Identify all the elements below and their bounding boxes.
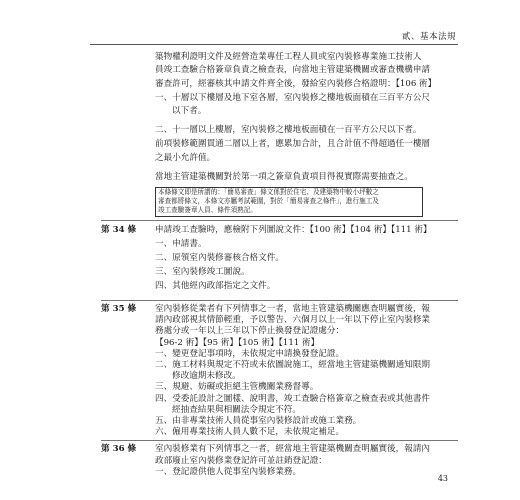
article-34-label: 第 34 條 xyxy=(101,225,137,235)
article-separator xyxy=(101,440,458,441)
text-line: 審查許可，經審核其申請文件齊全後，發給室內裝修合格證明：【106 術】 xyxy=(155,79,437,89)
text-line: 政部廢止室內裝修業登記許可並註銷登記證： xyxy=(155,455,327,466)
note-line: 審查都將條文，本條文亦屬考試範圍，對於「簡易審查之條件」，進行施工及 xyxy=(158,197,379,205)
list-item: 五、由非專業技術人員從事室內裝修設計或施工業務。 xyxy=(155,416,362,426)
running-header: 貳、基本法規 xyxy=(401,32,456,42)
article-35-label: 第 35 條 xyxy=(101,304,137,314)
list-item-cont: 經抽查結果與相關法令規定不符。 xyxy=(172,404,301,415)
page-number: 43 xyxy=(437,474,448,483)
text-line: 室內裝修從業者有下列情事之一者，當地主管建築機關應查明屬實後，報 xyxy=(155,304,431,314)
text-line: 務處分或一年以上三年以下停止換發登記證處分： xyxy=(155,326,345,337)
list-item: 一、登記證供他人從事室內裝修業務。 xyxy=(155,466,302,477)
text-line: 前項裝修範圍貫通二層以上者，應累加合計，且合計值不得超過任一樓層 xyxy=(155,139,431,149)
text-line: 員竣工查驗合格簽章負責之檢查表，向當地主管建築機關或審查機構申請 xyxy=(155,65,431,75)
list-item: 一、變更登記事項時，未依規定申請換發登記證。 xyxy=(155,348,345,359)
text-line: 當地主管建築機關對於第一項之簽章負責項目得視實際需要抽查之。 xyxy=(155,172,413,182)
list-item: 二、原領室內裝修審核合格文件。 xyxy=(155,253,284,263)
list-item: 二、十一層以上樓層，室內裝修之樓地板面積在一百平方公尺以下者。 xyxy=(155,125,422,135)
article-separator xyxy=(101,220,458,221)
text-line: 之最小允許值。 xyxy=(155,153,216,163)
note-line: 本條條文即是所謂的：「簡易審查」條文係對於住宅、及建築物中較小坪數之 xyxy=(158,188,379,196)
article-36-label: 第 36 條 xyxy=(101,444,137,455)
list-item-cont: 修改逾期未修改。 xyxy=(172,371,241,382)
text-line: 築物權利證明文件及經營造業專任工程人員或室內裝修專業施工技術人 xyxy=(155,52,422,62)
list-item-cont: 以下者。 xyxy=(172,106,207,116)
list-item: 二、施工材料與規定不符或未依圖說施工，經當地主管建築機關通知限期 xyxy=(155,360,431,370)
note-line: 竣工查驗簽章人員、條件須熟記。 xyxy=(158,206,257,214)
text-line: 申請竣工查驗時，應檢附下列圖說文件：【100 術】【104 術】【111 術】 xyxy=(155,225,432,235)
list-item: 一、十層以下樓層及地下室各層，室內裝修之樓地板面積在三百平方公尺 xyxy=(155,93,431,103)
list-item: 四、其他經內政部指定之文件。 xyxy=(155,281,276,291)
list-item: 四、受委託設計之圖樣、說明書，竣工查驗合格簽章之檢查表或其他書件 xyxy=(155,393,431,404)
header-rule xyxy=(90,44,458,45)
list-item: 三、室內裝修竣工圖說。 xyxy=(155,267,250,277)
list-item: 三、規避、妨礙或拒絕主管機關業務督導。 xyxy=(155,382,319,393)
text-line: 室內裝修業有下列情事之一者，經當地主管建築機關查明屬實後，報請內 xyxy=(155,444,431,455)
list-item: 一、申請書。 xyxy=(155,239,207,249)
list-item: 六、僱用專業技術人員人數不足，未依規定補足。 xyxy=(155,427,345,438)
text-line: 請內政部視其情節輕重，予以警告、六個月以上一年以下停止室內裝修業 xyxy=(155,315,431,326)
article-separator xyxy=(101,300,458,301)
exam-tags: 【96-2 術】【95 術】【105 術】【111 術】 xyxy=(155,337,320,348)
